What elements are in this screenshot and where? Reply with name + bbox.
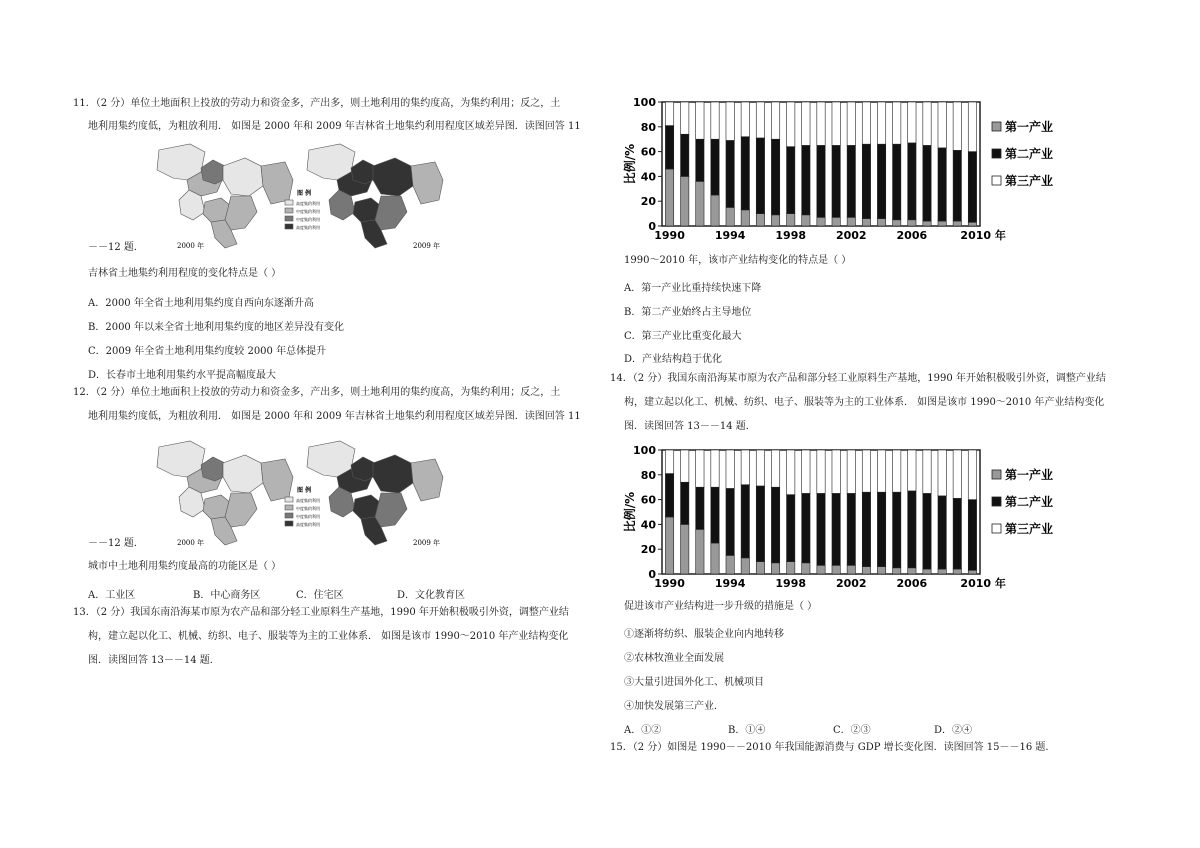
- legend-swatch-3: [992, 176, 1001, 185]
- bar-1991-series-3: [681, 102, 689, 134]
- bar-2006-series-3: [908, 102, 916, 143]
- bar-2009-series-2: [953, 498, 961, 569]
- bar-1990-series-1: [665, 517, 673, 574]
- q13-question: 1990～2010 年，该市产业结构变化的特点是（ ）: [624, 255, 852, 266]
- bar-2009-series-1: [953, 569, 961, 574]
- q12-option-b[interactable]: B．中心商务区: [193, 590, 261, 601]
- y-tick-label: 0: [648, 220, 656, 233]
- bar-1993-series-2: [711, 487, 719, 543]
- bar-2006-series-3: [908, 450, 916, 491]
- q11-question: 吉林省土地集约利用程度的变化特点是（ ）: [88, 268, 282, 279]
- bar-1992-series-3: [696, 102, 704, 139]
- bar-2001-series-3: [832, 102, 840, 145]
- bar-2000-series-3: [817, 450, 825, 493]
- legend-swatch-1: [992, 470, 1001, 479]
- bar-2002-series-1: [847, 565, 855, 574]
- bar-1992-series-1: [696, 181, 704, 226]
- map-region-changchun-2009: [351, 457, 375, 481]
- bar-2009-series-3: [953, 102, 961, 150]
- bar-2008-series-3: [938, 450, 946, 496]
- bar-2010-series-2: [968, 500, 976, 571]
- q13-option-c[interactable]: C．第三产业比重变化最大: [624, 331, 742, 342]
- map-legend-title: 图 例: [297, 487, 312, 494]
- bar-2003-series-1: [862, 567, 870, 574]
- bar-2004-series-2: [877, 144, 885, 218]
- bar-1995-series-1: [741, 558, 749, 574]
- bar-1994-series-2: [726, 488, 734, 555]
- chart-1-svg: [620, 92, 1080, 252]
- map-region-yanbian-2009: [411, 459, 443, 501]
- bar-2010-series-1: [968, 570, 976, 574]
- x-tick-label: 1994: [714, 577, 746, 590]
- bar-2010-series-3: [968, 450, 976, 500]
- legend-swatch-1: [992, 122, 1001, 131]
- y-tick-label: 80: [640, 468, 656, 482]
- y-tick-label: 60: [640, 145, 656, 159]
- q12-question: 城市中土地利用集约度最高的功能区是（ ）: [88, 561, 282, 572]
- map-legend-swatch-3: [285, 513, 293, 518]
- bar-2004-series-1: [877, 567, 885, 574]
- q14-item-1: ①逐渐将纺织、服装企业向内地转移: [624, 629, 784, 640]
- bar-2001-series-2: [832, 145, 840, 217]
- x-tick-label: 1998: [775, 229, 807, 242]
- q11-option-b[interactable]: B．2000 年以来全省土地利用集约度的地区差异没有变化: [88, 322, 344, 333]
- map-legend-swatch-3: [285, 216, 293, 221]
- map-2009: [307, 441, 443, 545]
- bar-1991-series-1: [681, 176, 689, 226]
- bar-1991-series-2: [681, 134, 689, 176]
- bar-1992-series-3: [696, 450, 704, 487]
- q14-option-a[interactable]: A．①②: [624, 725, 662, 736]
- bar-2008-series-3: [938, 102, 946, 148]
- bar-2008-series-2: [938, 148, 946, 221]
- map-region-yanbian-2000: [261, 459, 293, 501]
- bar-1997-series-1: [771, 215, 779, 226]
- bar-1994-series-3: [726, 450, 734, 488]
- bar-1993-series-1: [711, 543, 719, 574]
- q14-stem-line2: 构，建立起以化工、机械、纺织、电子、服装等为主的工业体系． 如图是该市 1990～2010 年产业结构变化: [624, 397, 1105, 408]
- x-tick-label: 2006: [896, 577, 928, 590]
- bar-1994-series-1: [726, 207, 734, 226]
- bar-1999-series-2: [802, 493, 810, 562]
- bar-2007-series-3: [923, 102, 931, 145]
- map-legend-label-3: 中度集约利用: [296, 514, 320, 519]
- bar-1996-series-3: [756, 102, 764, 138]
- legend-label-1: 第一产业: [1005, 120, 1054, 134]
- q12-stem-line3: －－12 题．: [88, 538, 144, 549]
- industry-structure-chart-1: [620, 92, 1080, 252]
- q13-stem-line1: 13．（2 分）我国东南沿海某市原为农产品和部分轻工业原料生产基地，1990 年开始积极吸引外资，调整产业结: [73, 607, 569, 618]
- bar-1994-series-3: [726, 102, 734, 140]
- y-tick-label: 20: [640, 543, 656, 557]
- map-legend-label-2: 中度集约利用: [296, 209, 320, 214]
- bar-2006-series-1: [908, 220, 916, 226]
- bar-2000-series-1: [817, 217, 825, 226]
- bar-1995-series-2: [741, 137, 749, 210]
- bar-1999-series-2: [802, 145, 810, 214]
- y-tick-label: 100: [633, 444, 656, 457]
- jilin-map-figure-2: [145, 437, 455, 547]
- bar-2002-series-2: [847, 145, 855, 217]
- bar-2007-series-2: [923, 145, 931, 221]
- bar-1998-series-2: [787, 495, 795, 562]
- bar-2005-series-3: [893, 102, 901, 144]
- bar-2009-series-2: [953, 150, 961, 221]
- bar-2007-series-1: [923, 569, 931, 574]
- q11-stem-line3: －－12 题．: [88, 242, 144, 253]
- q11-option-a[interactable]: A．2000 年全省土地利用集约度自西向东逐渐升高: [88, 298, 314, 309]
- q12-stem-line1: 12．（2 分）单位土地面积上投放的劳动力和资金多，产出多，则土地利用的集约度高，为集约利用；反之，土: [73, 387, 561, 398]
- map-region-jilin-2009: [373, 455, 413, 493]
- bar-1997-series-3: [771, 102, 779, 139]
- map-legend-label-1: 高度集约利用: [296, 201, 320, 206]
- bar-2002-series-3: [847, 102, 855, 145]
- q14-option-c[interactable]: C．②③: [833, 725, 871, 736]
- map-legend-swatch-2: [285, 208, 293, 213]
- q13-option-a[interactable]: A．第一产业比重持续快速下降: [624, 283, 762, 294]
- bar-2010-series-2: [968, 152, 976, 223]
- bar-2005-series-2: [893, 144, 901, 220]
- bar-1990-series-1: [665, 169, 673, 226]
- bar-1999-series-1: [802, 563, 810, 574]
- map-legend-title: 图 例: [297, 190, 312, 197]
- q11-option-c[interactable]: C．2009 年全省土地利用集约度较 2000 年总体提升: [88, 346, 327, 357]
- x-tick-label: 2010 年: [960, 229, 1006, 242]
- map-region-yanbian-2009: [411, 162, 443, 204]
- bar-2003-series-3: [862, 450, 870, 492]
- y-tick-label: 100: [633, 96, 656, 109]
- q14-item-3: ③大量引进国外化工、机械项目: [624, 677, 764, 688]
- bar-2005-series-1: [893, 568, 901, 574]
- bar-1996-series-2: [756, 138, 764, 214]
- map-region-changchun-2000: [201, 457, 225, 481]
- y-tick-label: 20: [640, 195, 656, 209]
- map-region-changchun-2000: [201, 160, 225, 184]
- q15-stem-line1: 15．（2 分）如图是 1990－－2010 年我国能源消费与 GDP 增长变化图．读图回答 15－－16 题．: [610, 742, 1056, 753]
- bar-1992-series-2: [696, 139, 704, 181]
- q13-option-d[interactable]: D．产业结构趋于优化: [624, 354, 723, 365]
- industry-structure-chart-2: [620, 440, 1080, 600]
- bar-1999-series-1: [802, 215, 810, 226]
- q14-option-d[interactable]: D．②④: [934, 725, 973, 736]
- bar-1995-series-3: [741, 450, 749, 485]
- bar-2003-series-2: [862, 492, 870, 566]
- x-tick-label: 1994: [714, 229, 746, 242]
- y-tick-label: 60: [640, 493, 656, 507]
- bar-2007-series-1: [923, 221, 931, 226]
- x-tick-label: 1998: [775, 577, 807, 590]
- x-tick-label: 2002: [835, 229, 867, 242]
- q12-option-a[interactable]: A．工业区: [88, 590, 136, 601]
- map-region-jilin-2000: [223, 158, 263, 196]
- map-legend-label-3: 中度集约利用: [296, 217, 320, 222]
- q13-stem-line3: 图．读图回答 13－－14 题．: [88, 655, 220, 666]
- map-legend-swatch-4: [285, 521, 293, 526]
- bar-1991-series-2: [681, 482, 689, 524]
- legend-label-3: 第三产业: [1005, 522, 1054, 536]
- bar-1993-series-3: [711, 102, 719, 139]
- q12-option-d[interactable]: D．文化教育区: [397, 590, 466, 601]
- bar-2007-series-3: [923, 450, 931, 493]
- bar-1997-series-1: [771, 563, 779, 574]
- bar-2006-series-1: [908, 568, 916, 574]
- q14-item-2: ②农林牧渔业全面发展: [624, 653, 724, 664]
- bar-2002-series-2: [847, 493, 855, 565]
- map-legend-label-1: 高度集约利用: [296, 498, 320, 503]
- bar-2003-series-2: [862, 144, 870, 218]
- y-tick-label: 80: [640, 120, 656, 134]
- bar-2000-series-2: [817, 145, 825, 217]
- bar-2006-series-2: [908, 491, 916, 568]
- bar-2004-series-3: [877, 102, 885, 144]
- bar-1991-series-1: [681, 524, 689, 574]
- q11-stem-line1: 11．（2 分）单位土地面积上投放的劳动力和资金多，产出多，则土地利用的集约度高，为集约利用；反之，土: [73, 98, 561, 109]
- bar-1993-series-3: [711, 450, 719, 487]
- map-region-tonghua-2000: [225, 493, 257, 527]
- bar-1997-series-3: [771, 450, 779, 487]
- bar-1999-series-3: [802, 450, 810, 493]
- legend-label-1: 第一产业: [1005, 468, 1054, 482]
- bar-2003-series-3: [862, 102, 870, 144]
- map-2000: [157, 441, 293, 545]
- bar-1990-series-2: [665, 126, 673, 169]
- bar-2004-series-3: [877, 450, 885, 492]
- bar-2001-series-1: [832, 217, 840, 226]
- bar-1996-series-3: [756, 450, 764, 486]
- bar-2008-series-1: [938, 221, 946, 226]
- map-region-jilin-2009: [373, 158, 413, 196]
- bar-2000-series-1: [817, 565, 825, 574]
- legend-label-2: 第二产业: [1005, 495, 1054, 509]
- q14-option-b[interactable]: B．①④: [728, 725, 766, 736]
- bar-1994-series-2: [726, 140, 734, 207]
- bar-1990-series-3: [665, 102, 673, 126]
- q14-stem-line1: 14．（2 分）我国东南沿海某市原为农产品和部分轻工业原料生产基地，1990 年开始积极吸引外资，调整产业结: [610, 373, 1106, 384]
- bar-1998-series-1: [787, 562, 795, 574]
- jilin-map-figure: [145, 140, 455, 250]
- map-region-jilin-2000: [223, 455, 263, 493]
- bar-2006-series-2: [908, 143, 916, 220]
- bar-1995-series-1: [741, 210, 749, 226]
- bar-1996-series-1: [756, 562, 764, 574]
- bar-2001-series-1: [832, 565, 840, 574]
- bar-1998-series-3: [787, 450, 795, 495]
- map-year-2000: 2000 年: [177, 242, 205, 250]
- x-tick-label: 1990: [654, 577, 685, 590]
- map-2009: [307, 144, 443, 248]
- bar-2008-series-1: [938, 569, 946, 574]
- map-year-2009: 2009 年: [413, 539, 441, 547]
- bar-2009-series-1: [953, 221, 961, 226]
- x-tick-label: 1990: [654, 229, 685, 242]
- bar-2009-series-3: [953, 450, 961, 498]
- map-region-yanbian-2000: [261, 162, 293, 204]
- bar-1995-series-3: [741, 102, 749, 137]
- map-year-2009: 2009 年: [413, 242, 441, 250]
- map-region-tonghua-2009: [375, 493, 407, 527]
- map-2000: [157, 144, 293, 248]
- map-legend-swatch-4: [285, 224, 293, 229]
- bar-2002-series-3: [847, 450, 855, 493]
- bar-1993-series-2: [711, 139, 719, 195]
- map-region-tonghua-2009: [375, 196, 407, 230]
- map-legend-label-4: 高度集约利用: [296, 225, 320, 230]
- bar-1990-series-3: [665, 450, 673, 474]
- q12-stem-line2: 地利用集约度低，为粗放利用． 如图是 2000 年和 2009 年吉林省土地集约利用程度区域差异图．读图回答 11: [88, 411, 581, 422]
- bar-2005-series-3: [893, 450, 901, 492]
- bar-1996-series-1: [756, 214, 764, 226]
- bar-2000-series-2: [817, 493, 825, 565]
- bar-1992-series-2: [696, 487, 704, 529]
- map-legend-label-2: 中度集约利用: [296, 506, 320, 511]
- map-legend-swatch-1: [285, 497, 293, 502]
- q11-option-d[interactable]: D．长春市土地利用集约水平提高幅度最大: [88, 370, 277, 381]
- map-legend-swatch-2: [285, 505, 293, 510]
- bar-2005-series-1: [893, 220, 901, 226]
- legend-label-3: 第三产业: [1005, 174, 1054, 188]
- q14-item-4: ④加快发展第三产业．: [624, 701, 724, 712]
- bar-1993-series-1: [711, 195, 719, 226]
- legend-swatch-2: [992, 149, 1001, 158]
- map-legend-label-4: 高度集约利用: [296, 522, 320, 527]
- bar-2001-series-3: [832, 450, 840, 493]
- q13-stem-line2: 构，建立起以化工、机械、纺织、电子、服装等为主的工业体系． 如图是该市 1990～2010 年产业结构变化: [88, 631, 569, 642]
- bar-1997-series-2: [771, 487, 779, 563]
- bar-1999-series-3: [802, 102, 810, 145]
- bar-2008-series-2: [938, 496, 946, 569]
- x-tick-label: 2002: [835, 577, 867, 590]
- bar-2004-series-2: [877, 492, 885, 566]
- legend-swatch-3: [992, 524, 1001, 533]
- y-axis-label: 比例/%: [623, 143, 637, 185]
- y-tick-label: 40: [640, 170, 656, 184]
- x-tick-label: 2010 年: [960, 577, 1006, 590]
- y-tick-label: 0: [648, 568, 656, 581]
- bar-2010-series-1: [968, 222, 976, 226]
- x-tick-label: 2006: [896, 229, 928, 242]
- bar-2003-series-1: [862, 219, 870, 226]
- q12-option-c[interactable]: C．住宅区: [296, 590, 344, 601]
- legend-swatch-2: [992, 497, 1001, 506]
- bar-2007-series-2: [923, 493, 931, 569]
- map-region-tonghua-2000: [225, 196, 257, 230]
- bar-1998-series-1: [787, 214, 795, 226]
- bar-1990-series-2: [665, 474, 673, 517]
- q12-land-use-map: [145, 437, 455, 551]
- bar-2000-series-3: [817, 102, 825, 145]
- bar-1992-series-1: [696, 529, 704, 574]
- bar-1994-series-1: [726, 555, 734, 574]
- q11-land-use-map: [145, 140, 455, 254]
- bar-1996-series-2: [756, 486, 764, 562]
- q13-option-b[interactable]: B．第二产业始终占主导地位: [624, 307, 752, 318]
- bar-1998-series-3: [787, 102, 795, 147]
- bar-2002-series-1: [847, 217, 855, 226]
- bar-1995-series-2: [741, 485, 749, 558]
- q14-question: 促进该市产业结构进一步升级的措施是（ ）: [624, 601, 818, 612]
- q11-stem-line2: 地利用集约度低，为粗放利用． 如图是 2000 年和 2009 年吉林省土地集约利用程度区域差异图．读图回答 11: [88, 121, 581, 132]
- map-region-changchun-2009: [351, 160, 375, 184]
- map-year-2000: 2000 年: [177, 539, 205, 547]
- chart-2-svg: [620, 440, 1080, 600]
- bar-2005-series-2: [893, 492, 901, 568]
- bar-2004-series-1: [877, 219, 885, 226]
- y-axis-label: 比例/%: [623, 491, 637, 533]
- bar-2010-series-3: [968, 102, 976, 152]
- bar-1991-series-3: [681, 450, 689, 482]
- bar-1998-series-2: [787, 147, 795, 214]
- map-legend-swatch-1: [285, 200, 293, 205]
- bar-2001-series-2: [832, 493, 840, 565]
- bar-1997-series-2: [771, 139, 779, 215]
- q14-stem-line3: 图．读图回答 13－－14 题．: [624, 421, 756, 432]
- y-tick-label: 40: [640, 518, 656, 532]
- legend-label-2: 第二产业: [1005, 147, 1054, 161]
